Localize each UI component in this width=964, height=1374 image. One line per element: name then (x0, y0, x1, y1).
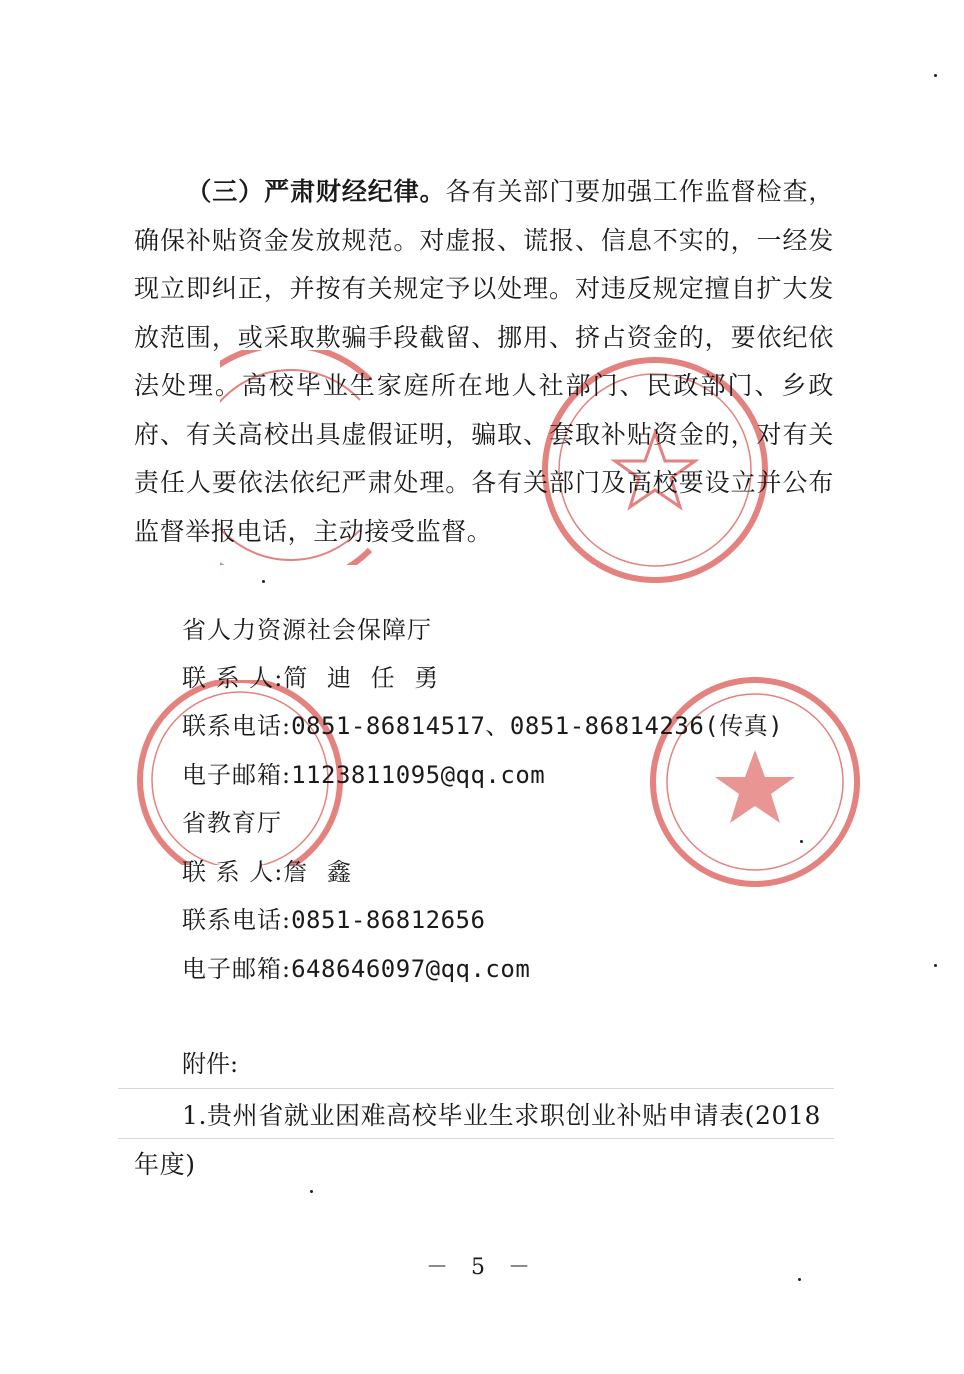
scan-speck (934, 964, 937, 967)
scan-speck (934, 74, 937, 77)
scan-speck (800, 840, 803, 843)
dept2-email (182, 949, 530, 984)
contact-person-label: 联 系 人: (182, 664, 284, 692)
dept1-contact-person (182, 658, 444, 693)
scan-speck (310, 1190, 313, 1193)
scan-line (118, 1088, 834, 1089)
scan-speck (262, 580, 265, 583)
attachment-label: 附件: (182, 1050, 239, 1078)
attachment-item (134, 1092, 830, 1189)
attachment-item-text: 1.贵州省就业困难高校毕业生求职创业补贴申请表(2018年度) (134, 1101, 822, 1179)
dept1-name: 省人力资源社会保障厅 (182, 616, 432, 644)
page-number: － 5 － (426, 1255, 538, 1280)
phone-value: 0851-86814517、0851-86814236(传真) (291, 712, 784, 740)
discipline-paragraph (134, 168, 834, 556)
contact-person-label: 联 系 人: (182, 858, 284, 886)
email-label: 电子邮箱: (182, 761, 292, 789)
dept2-name: 省教育厅 (182, 809, 282, 837)
paragraph-body: 各有关部门要加强工作监督检查，确保补贴资金发放规范。对虚报、谎报、信息不实的，一经发现立即纠正，并按有关规定予以处理。对违反规定擅自扩大发放范围，或采取欺骗手段截留、挪用、挤占资金的，要依纪依法处理。高校毕业生家庭所在地人社部门、民政部门、乡政府、有关高校出具虚假证明，骗取、套取补贴资金的，对有关责任人要依法依纪严肃处理。各有关部门及高校要设立并公布监督举报电话，主动接受监督。 (134, 177, 834, 546)
phone-label: 联系电话: (182, 712, 292, 740)
email-value: 1123811095@qq.com (291, 761, 546, 789)
email-value: 648646097@qq.com (291, 955, 531, 983)
email-label: 电子邮箱: (182, 955, 292, 983)
section-heading: （三）严肃财经纪律。 (186, 177, 446, 206)
contact-person-value: 简 迪 任 勇 (283, 664, 445, 692)
contact-person-value: 詹 鑫 (283, 858, 357, 886)
dept1-email (182, 755, 545, 790)
phone-value: 0851-86812656 (291, 906, 486, 934)
dept1-phone (182, 706, 783, 741)
phone-label: 联系电话: (182, 906, 292, 934)
dept2-contact-person (182, 852, 357, 887)
dept2-phone (182, 900, 485, 935)
